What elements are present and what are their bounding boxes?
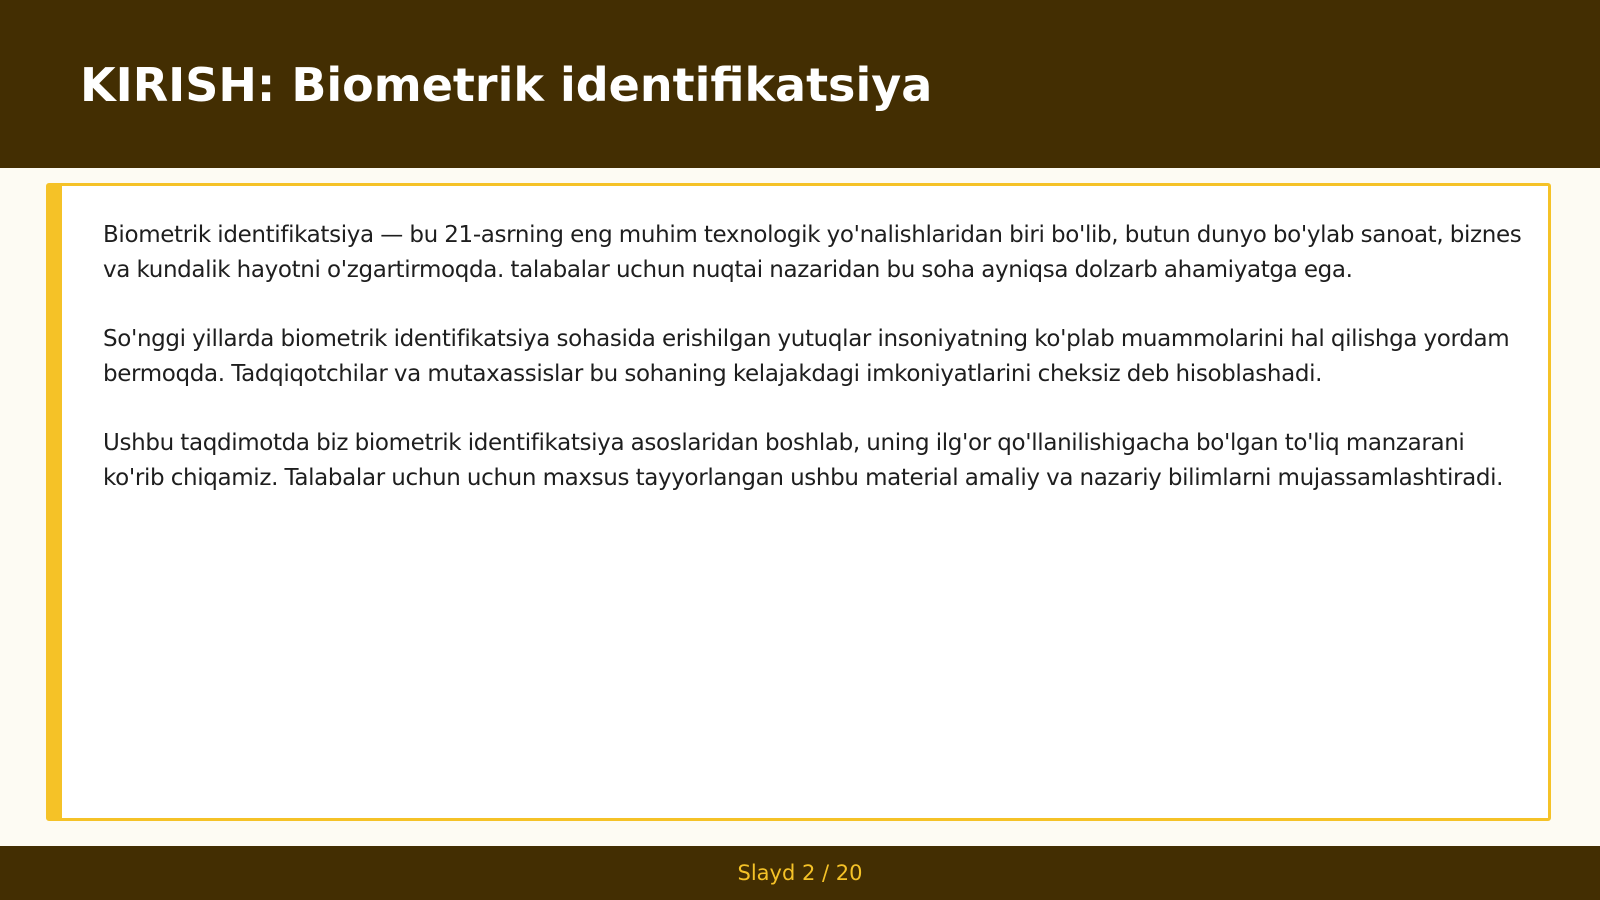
paragraph-intro: Biometrik identifikatsiya — bu 21-asrning eng muhim texnologik yo'nalishlaridan biri bo'lib, butun dunyo bo'ylab sanoat, biznes va kundalik hayotni o'zgartirmoqda. talabalar uchun nuqtai nazaridan bu soha ayniqsa dolzarb ahamiyatga ega. <box>103 222 1522 283</box>
content-text <box>103 218 1523 530</box>
content-box <box>46 183 1551 821</box>
slide-header <box>0 0 1600 168</box>
slide-footer <box>0 846 1600 900</box>
paragraph-achievements: So'nggi yillarda biometrik identifikatsiya sohasida erishilgan yutuqlar insoniyatning ko'plab muammolarini hal qilishga yordam bermoqda. Tadqiqotchilar va mutaxassislar bu sohaning kelajakdagi imkoniyatlarini cheksiz deb hisoblashadi. <box>103 326 1510 387</box>
paragraph-overview: Ushbu taqdimotda biz biometrik identifikatsiya asoslaridan boshlab, uning ilg'or qo'llanilishigacha bo'lgan to'liq manzarani ko'rib chiqamiz. Talabalar uchun uchun maxsus tayyorlangan ushbu material amaliy va nazariy bilimlarni mujassamlashtiradi. <box>103 430 1504 491</box>
slide-title: KIRISH: Biometrik identifikatsiya <box>80 58 933 112</box>
slide-number: Slayd 2 / 20 <box>737 860 863 885</box>
